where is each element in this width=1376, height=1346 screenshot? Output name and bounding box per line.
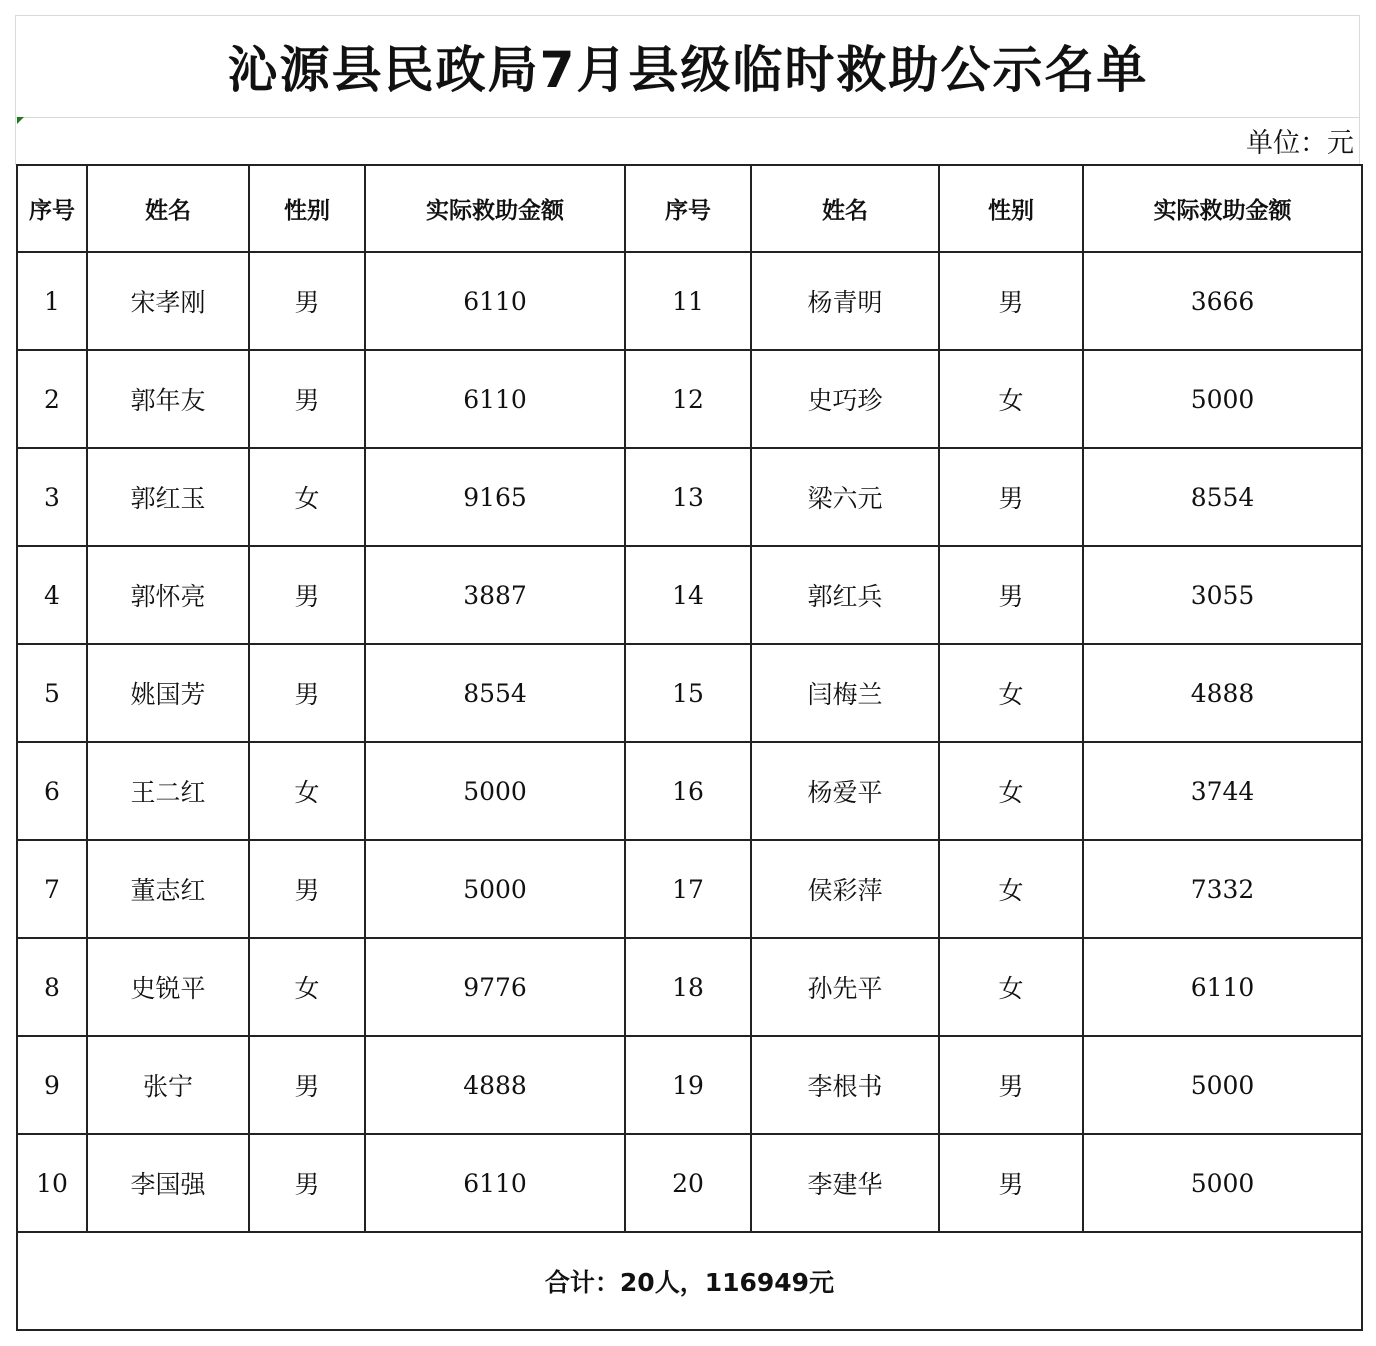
name-cell: 王二红 [87, 742, 249, 840]
amount-cell: 3666 [1083, 252, 1362, 350]
gender-cell: 男 [249, 252, 365, 350]
cell-comment-marker-icon [17, 117, 24, 124]
amount-cell: 5000 [365, 840, 625, 938]
seq-cell: 17 [625, 840, 751, 938]
amount-cell: 6110 [365, 350, 625, 448]
amount-cell: 8554 [365, 644, 625, 742]
table-row [17, 840, 1362, 938]
seq-cell: 10 [17, 1134, 87, 1232]
amount-cell: 3055 [1083, 546, 1362, 644]
name-cell: 郭红玉 [87, 448, 249, 546]
seq-cell: 20 [625, 1134, 751, 1232]
seq-cell: 12 [625, 350, 751, 448]
unit-label: 单位：元 [1246, 128, 1354, 159]
name-cell: 杨爱平 [751, 742, 939, 840]
name-cell: 闫梅兰 [751, 644, 939, 742]
header-seq: 序号 [625, 165, 751, 252]
gender-cell: 女 [249, 448, 365, 546]
amount-cell: 9776 [365, 938, 625, 1036]
table-row [17, 546, 1362, 644]
seq-cell: 13 [625, 448, 751, 546]
amount-cell: 6110 [365, 252, 625, 350]
amount-cell: 5000 [1083, 1036, 1362, 1134]
table-row [17, 448, 1362, 546]
relief-list-table [16, 164, 1363, 1331]
table-row [17, 1036, 1362, 1134]
name-cell: 郭红兵 [751, 546, 939, 644]
seq-cell: 2 [17, 350, 87, 448]
gender-cell: 男 [939, 1036, 1083, 1134]
gender-cell: 女 [939, 644, 1083, 742]
seq-cell: 18 [625, 938, 751, 1036]
gender-cell: 男 [249, 840, 365, 938]
seq-cell: 11 [625, 252, 751, 350]
table-row [17, 644, 1362, 742]
table-row [17, 350, 1362, 448]
header-seq: 序号 [17, 165, 87, 252]
gender-cell: 女 [939, 840, 1083, 938]
amount-cell: 3887 [365, 546, 625, 644]
name-cell: 李国强 [87, 1134, 249, 1232]
table-row [17, 938, 1362, 1036]
table-row [17, 252, 1362, 350]
gender-cell: 男 [939, 1134, 1083, 1232]
seq-cell: 4 [17, 546, 87, 644]
header-gender: 性别 [249, 165, 365, 252]
gender-cell: 男 [249, 644, 365, 742]
seq-cell: 5 [17, 644, 87, 742]
name-cell: 史锐平 [87, 938, 249, 1036]
amount-cell: 7332 [1083, 840, 1362, 938]
name-cell: 宋孝刚 [87, 252, 249, 350]
header-name: 姓名 [87, 165, 249, 252]
amount-cell: 4888 [1083, 644, 1362, 742]
amount-cell: 5000 [1083, 1134, 1362, 1232]
page-title: 沁源县民政局7月县级临时救助公示名单 [16, 15, 1360, 118]
name-cell: 姚国芳 [87, 644, 249, 742]
header-gender: 性别 [939, 165, 1083, 252]
seq-cell: 6 [17, 742, 87, 840]
header-name: 姓名 [751, 165, 939, 252]
seq-cell: 16 [625, 742, 751, 840]
name-cell: 梁六元 [751, 448, 939, 546]
gender-cell: 女 [249, 742, 365, 840]
seq-cell: 15 [625, 644, 751, 742]
seq-cell: 1 [17, 252, 87, 350]
name-cell: 郭年友 [87, 350, 249, 448]
name-cell: 董志红 [87, 840, 249, 938]
amount-cell: 8554 [1083, 448, 1362, 546]
total-row [17, 1232, 1362, 1330]
name-cell: 史巧珍 [751, 350, 939, 448]
amount-cell: 6110 [365, 1134, 625, 1232]
table-header-row [17, 165, 1362, 252]
amount-cell: 3744 [1083, 742, 1362, 840]
gender-cell: 男 [939, 448, 1083, 546]
seq-cell: 3 [17, 448, 87, 546]
total-summary: 合计：20人，116949元 [17, 1232, 1362, 1330]
table-row [17, 1134, 1362, 1232]
amount-cell: 9165 [365, 448, 625, 546]
gender-cell: 男 [249, 1134, 365, 1232]
gender-cell: 女 [939, 742, 1083, 840]
gender-cell: 男 [249, 1036, 365, 1134]
seq-cell: 7 [17, 840, 87, 938]
gender-cell: 女 [939, 350, 1083, 448]
seq-cell: 19 [625, 1036, 751, 1134]
gender-cell: 男 [939, 546, 1083, 644]
gender-cell: 男 [249, 546, 365, 644]
gender-cell: 女 [249, 938, 365, 1036]
header-amount: 实际救助金额 [1083, 165, 1362, 252]
seq-cell: 14 [625, 546, 751, 644]
table-body [17, 252, 1362, 1232]
name-cell: 杨青明 [751, 252, 939, 350]
name-cell: 侯彩萍 [751, 840, 939, 938]
amount-cell: 6110 [1083, 938, 1362, 1036]
gender-cell: 男 [249, 350, 365, 448]
table-row [17, 742, 1362, 840]
name-cell: 李根书 [751, 1036, 939, 1134]
header-amount: 实际救助金额 [365, 165, 625, 252]
seq-cell: 9 [17, 1036, 87, 1134]
amount-cell: 5000 [365, 742, 625, 840]
amount-cell: 5000 [1083, 350, 1362, 448]
gender-cell: 女 [939, 938, 1083, 1036]
gender-cell: 男 [939, 252, 1083, 350]
amount-cell: 4888 [365, 1036, 625, 1134]
name-cell: 郭怀亮 [87, 546, 249, 644]
name-cell: 孙先平 [751, 938, 939, 1036]
name-cell: 张宁 [87, 1036, 249, 1134]
name-cell: 李建华 [751, 1134, 939, 1232]
seq-cell: 8 [17, 938, 87, 1036]
